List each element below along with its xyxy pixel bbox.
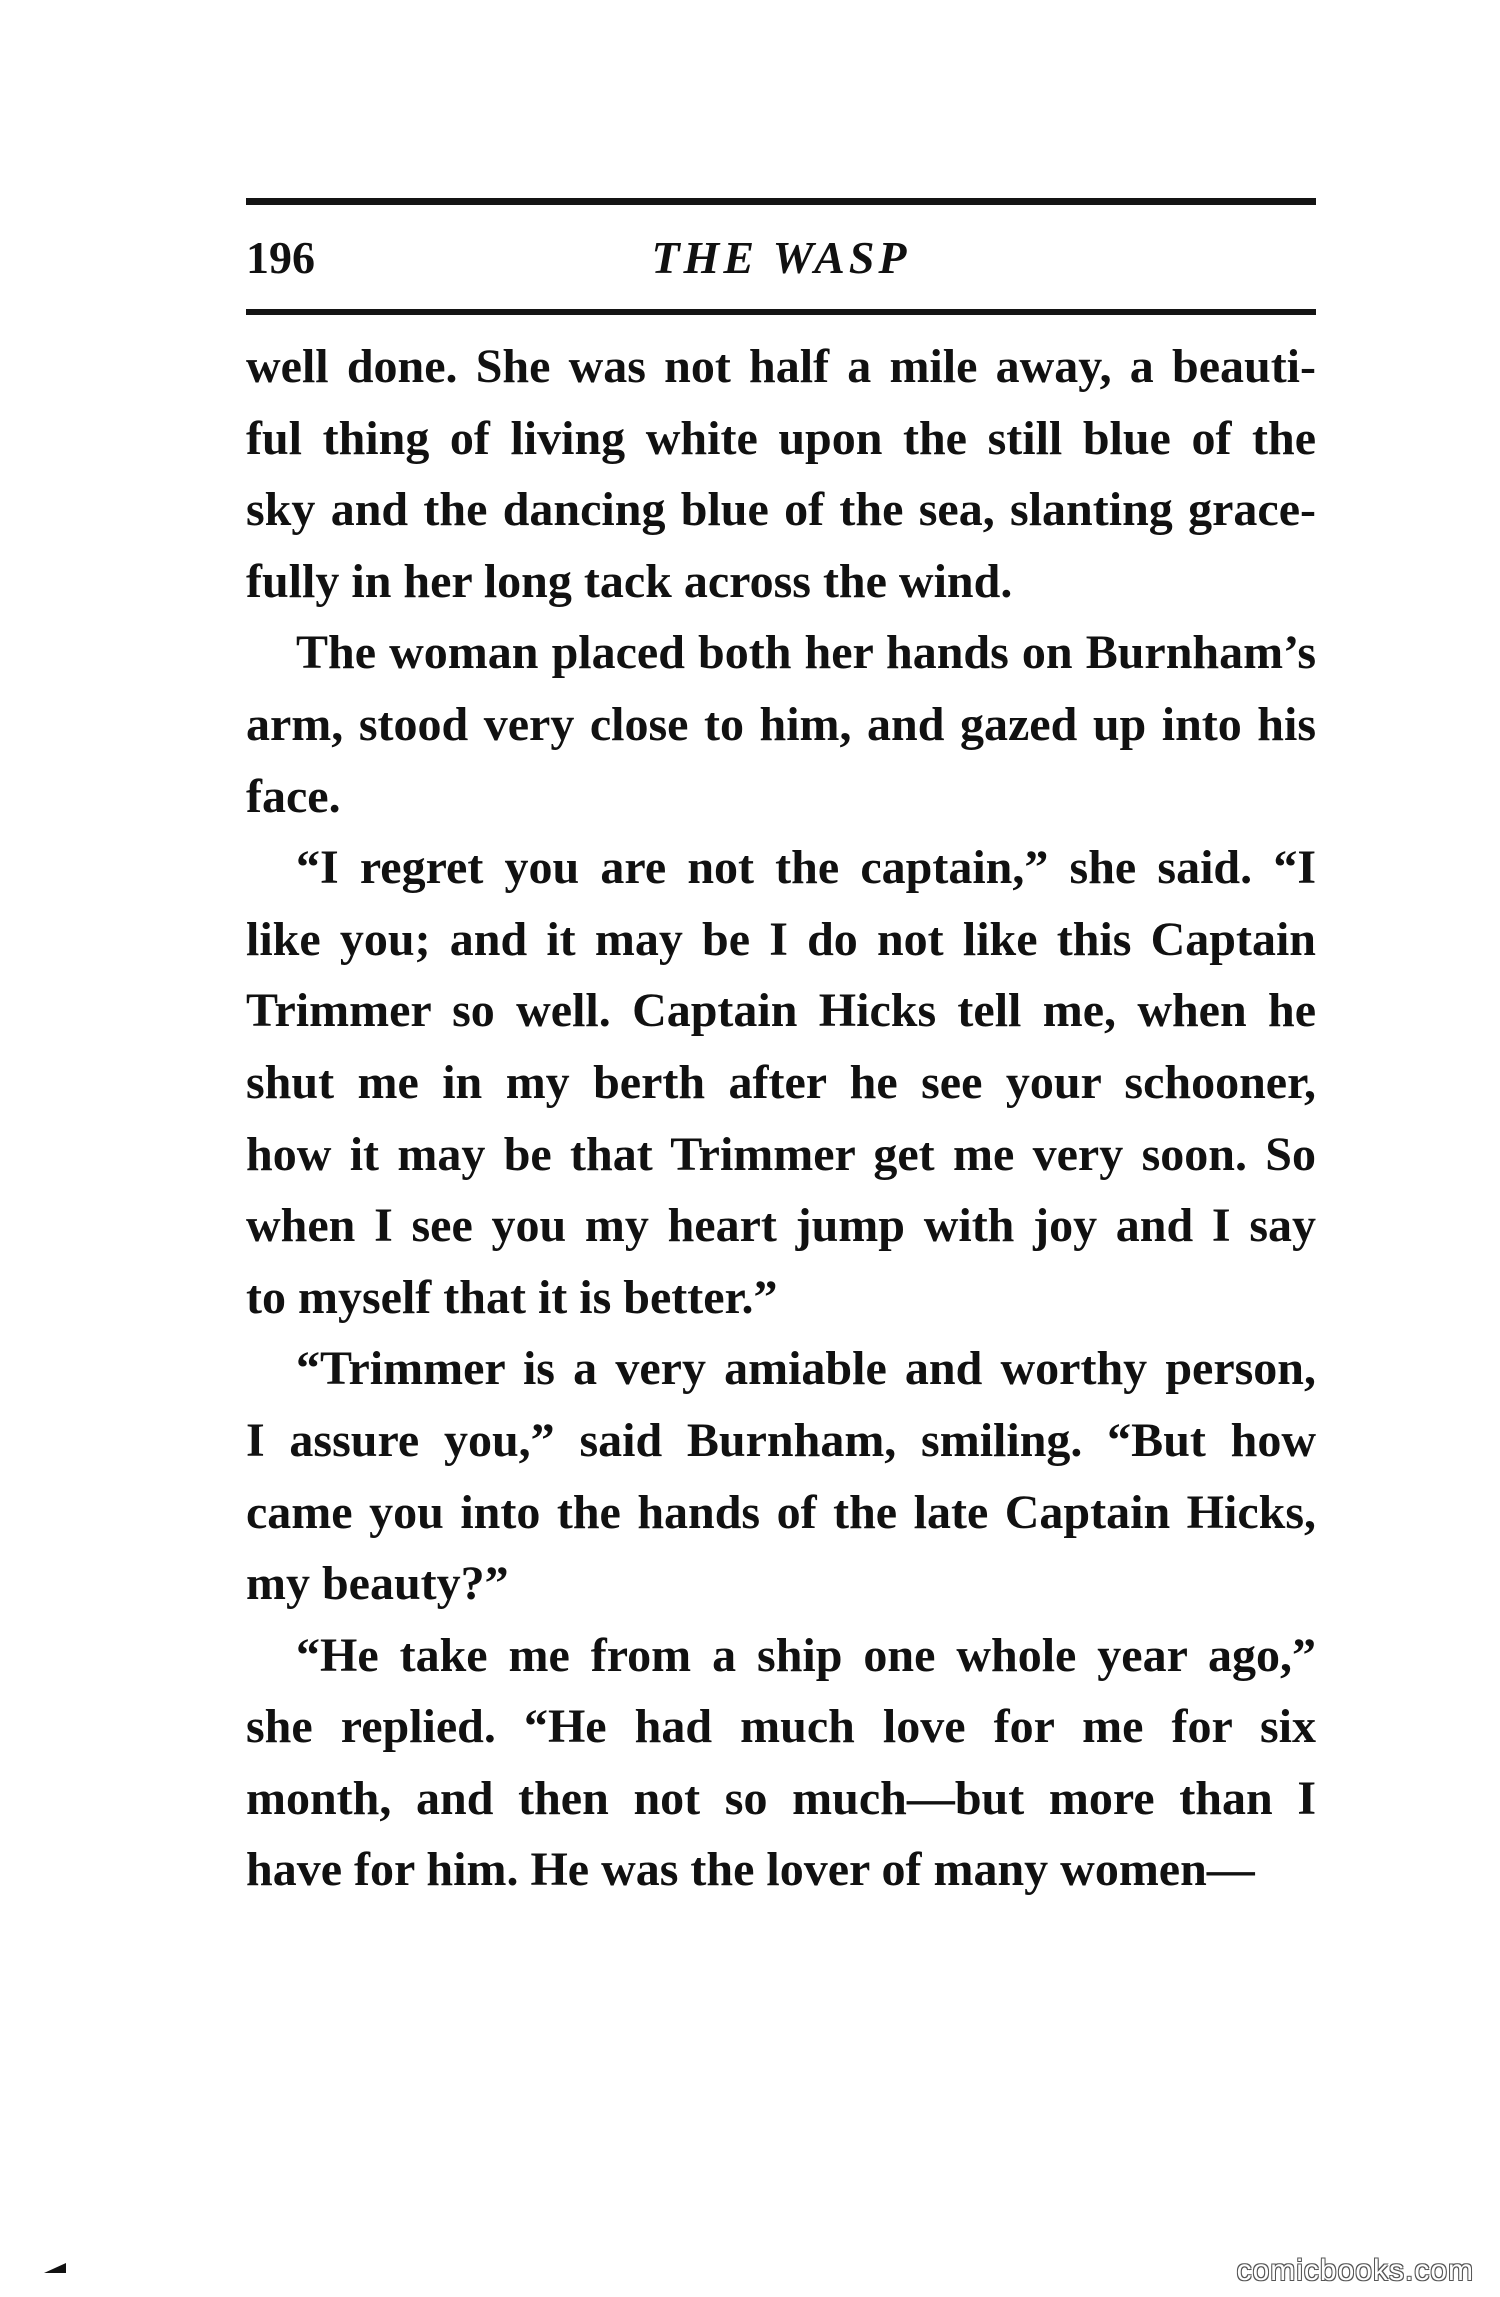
text-line: she replied. “He had much love for me for six bbox=[246, 1700, 1316, 1754]
paragraph bbox=[246, 617, 1316, 832]
text-line: “I regret you are not the captain,” she said. “I bbox=[296, 841, 1316, 895]
text-line: Trimmer so well. Captain Hicks tell me, when he bbox=[246, 984, 1316, 1038]
text-line: my beauty?” bbox=[246, 1557, 509, 1611]
text-line: like you; and it may be I do not like this Captain bbox=[246, 912, 1316, 966]
text-line: sky and the dancing blue of the sea, slanting grace- bbox=[246, 483, 1316, 537]
paragraph bbox=[246, 1620, 1316, 1906]
header-rule-bottom bbox=[246, 309, 1316, 315]
body-text bbox=[246, 331, 1316, 1906]
header-rule-top bbox=[246, 198, 1316, 205]
text-line: ful thing of living white upon the still blue of the bbox=[246, 411, 1316, 465]
running-head: THE WASP bbox=[651, 232, 911, 283]
text-line: shut me in my berth after he see your schooner, bbox=[246, 1055, 1316, 1109]
text-line: face. bbox=[246, 769, 341, 823]
paragraph bbox=[246, 1333, 1316, 1619]
text-line: fully in her long tack across the wind. bbox=[246, 554, 1013, 608]
text-line: to myself that it is better.” bbox=[246, 1270, 778, 1324]
page-header bbox=[246, 228, 1316, 288]
page-number: 196 bbox=[246, 232, 315, 283]
text-line: I assure you,” said Burnham, smiling. “But how bbox=[246, 1413, 1316, 1467]
paragraph bbox=[246, 331, 1316, 617]
text-line: month, and then not so much—but more than I bbox=[246, 1771, 1316, 1825]
text-line: how it may be that Trimmer get me very soon. So bbox=[246, 1127, 1316, 1181]
text-line: “He take me from a ship one whole year ago,” bbox=[296, 1628, 1316, 1682]
watermark: comicbooks.com bbox=[1236, 2254, 1474, 2287]
text-line: “Trimmer is a very amiable and worthy person, bbox=[296, 1342, 1316, 1396]
text-line: The woman placed both her hands on Burnham’s bbox=[296, 626, 1316, 680]
corner-mark-icon bbox=[44, 2263, 66, 2273]
text-line: came you into the hands of the late Captain Hicks, bbox=[246, 1485, 1316, 1539]
text-line: have for him. He was the lover of many women— bbox=[246, 1843, 1255, 1897]
text-line: arm, stood very close to him, and gazed up into his bbox=[246, 697, 1316, 751]
text-line: well done. She was not half a mile away, a beauti- bbox=[246, 340, 1316, 393]
text-line: when I see you my heart jump with joy and I say bbox=[246, 1199, 1316, 1253]
paragraph bbox=[246, 832, 1316, 1333]
